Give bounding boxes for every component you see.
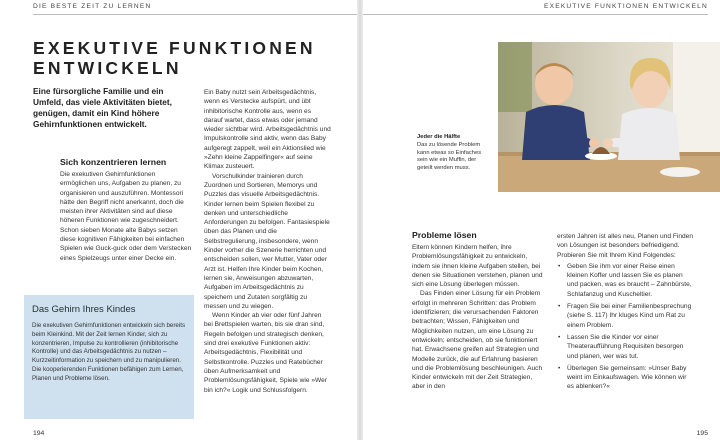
column-4 [557, 232, 693, 395]
brain-box-heading: Das Gehirn Ihres Kindes [32, 304, 136, 315]
column-4-intro: ersten Jahren ist alles neu, Planen und Finden von Lösungen ist besonders befriedigend. Probieren Sie mit Ihrem Kind Folgendes: [557, 233, 693, 259]
children-photo-illustration [498, 42, 720, 192]
running-head-right: EXEKUTIVE FUNKTIONEN ENTWICKELN [544, 3, 708, 10]
section-heading-problem-solving: Probleme lösen [412, 230, 477, 240]
children-photo [498, 42, 720, 192]
brain-info-box [24, 295, 194, 419]
brain-box-text: Die exekutiven Gehirnfunktionen entwickeln sich bereits beim Kleinkind. Mit der Zeit lernen Kinder, sich zu konzentrieren, Impulse zu kontrollieren (inhibitorische Kontrolle) und das Arbeitsgedächtnis zu nutzen – Kurzzeitinformation zu speichern und zu manipulieren. Die kooperierenden Funktionen befähigen zum Lernen, Planen und Probleme lösen. [32, 322, 186, 382]
column-2 [204, 88, 331, 395]
page-number-left: 194 [33, 430, 45, 437]
photo-caption-title: Jeder die Hälfte [417, 134, 461, 140]
right-page [360, 0, 720, 440]
photo-caption [417, 134, 492, 173]
problem-solving-paragraph-1: Eltern können Kindern helfen, ihre Problemlösungsfähigkeit zu entwickeln, indem sie ihnen kleine Aufgaben stellen, bei denen sie Situationen verstehen, planen und sich eine Lösung überlegen müssen. [412, 244, 543, 289]
title-line-1: EXEKUTIVE FUNKTIONEN [33, 38, 316, 58]
tip-item: • Überlegen Sie gemeinsam: »Unser Baby weint im Einkaufswagen. Wie können wir es ablenken?« [557, 364, 693, 392]
column-2-paragraph-1: Ein Baby nutzt sein Arbeitsgedächtnis, wenn es Verstecke aufspürt, und übt inhibitorische Kontrolle aus, wenn es darauf wartet, dass etwas oder jemand wieder sichtbar wird. Arbeitsgedächtnis und Impulskontrolle sind aktiv, wenn das Baby aufgeregt zappelt, weil ein Aktionslied wie »Zehn kleine Zappelfinger« auf seine Klimax zusteuert. [204, 89, 331, 171]
book-gutter [357, 0, 363, 440]
title-line-2: ENTWICKELN [33, 58, 182, 78]
header-rule-right [360, 14, 708, 15]
tips-list [557, 262, 693, 392]
section-concentrate [60, 157, 193, 263]
page-title [33, 38, 333, 78]
problem-solving-paragraph-2: Das Finden einer Lösung für ein Problem erfolgt in mehreren Schritten: das Problem identifizieren; die verursachenden Faktoren betrachten; Wissen, Fähigkeiten und Möglichkeiten nutzen, um eine Lösung zu entwickeln; entscheiden, ob sie funktioniert hat. Erwachsene greifen auf Strategien und Modelle zurück, die auf Erfahrung basieren und die Problemlösung beschleunigen. Auch Kinder entwickeln mit der Zeit Strategien, aber in den [412, 290, 543, 391]
tip-item: • Fragen Sie bei einer Familienbesprechung (siehe S. 117) Ihr kluges Kind um Rat zu einem Problem. [557, 302, 693, 330]
column-2-paragraph-2: Vorschulkinder trainieren durch Zuordnen und Sortieren, Memorys und Puzzles das visuelle Arbeitsgedächtnis. Kinder lernen beim Spielen flexibel zu denken und unterschiedliche Anforderungen zu befolgen. Fantasiespiele üben das Planen und die Selbstregulierung, insbesondere, wenn Kinder vorher die Szenerie herrichten und entscheiden sollen, wer Mutter, Vater oder Arzt ist. Helfen Ihre Kinder beim Kochen, lernen sie, Anweisungen abzuwarten, Aufgaben im Arbeitsgedächtnis zu speichern und Zutaten sorgfältig zu messen und zu wiegen. [204, 172, 330, 310]
header-rule-left [33, 14, 360, 15]
tip-item: • Lassen Sie die Kinder vor einer Theateraufführung Requisiten besorgen und planen, wer was tut. [557, 333, 693, 361]
column-2-paragraph-3: Wenn Kinder ab vier oder fünf Jahren bei Brettspielen warten, bis sie dran sind, Regeln befolgen und strategisch denken, sind drei exekutive Funktionen aktiv: Arbeitsgedächtnis, Flexibilität und Selbstkontrolle. Puzzles und Ratebücher üben Aufmerksamkeit und Problemlösungsfähigkeit, Spiele wie »Wer bin ich?« Logik und Schlussfolgern. [204, 312, 328, 394]
section-heading-concentrate: Sich konzentrieren lernen [60, 157, 167, 167]
running-head-left: DIE BESTE ZEIT ZU LERNEN [33, 3, 152, 10]
page-number-right: 195 [696, 430, 708, 437]
section-concentrate-text: Die exekutiven Gehirnfunktionen ermöglichen uns, Aufgaben zu planen, zu organisieren und auszuführen. Montessori hätte den Begriff nicht anerkannt, doch die meisten ihrer Aktivitäten sind auf diese höheren Funktionen wie zugeschneidert. Schon sieben Monate alte Babys setzen diese kognitiven Fähigkeiten bei einfachen Spielen wie Guck-guck oder dem Verstecken eines Spielzeugs unter einer Decke ein. [60, 171, 192, 262]
tip-item: • Geben Sie ihm vor einer Reise einen kleinen Koffer und lassen Sie es planen und packen, was es braucht – Zahnbürste, Schlafanzug und Kuscheltier. [557, 262, 693, 299]
photo-caption-text: Das zu lösende Problem kann etwas so Einfaches sein wie ein Muffin, der geteilt werden muss. [417, 141, 482, 172]
lead-paragraph: Eine fürsorgliche Familie und ein Umfeld, das viele Aktivitäten bietet, genügen, damit ein Kind höhere Gehirnfunktionen entwickelt. [33, 86, 172, 129]
section-problem-solving [412, 230, 545, 392]
